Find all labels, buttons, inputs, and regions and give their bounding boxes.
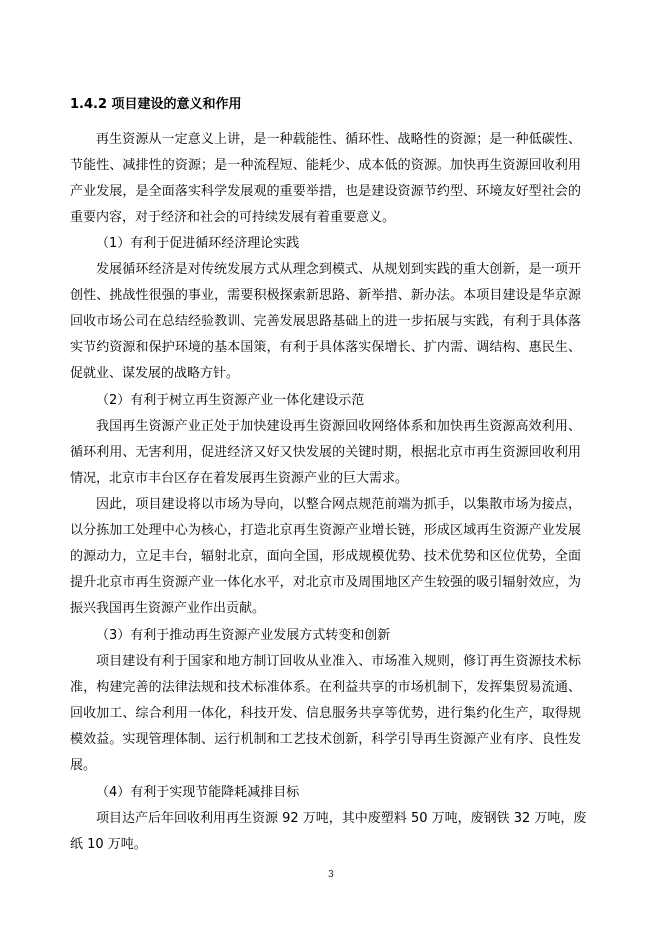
paragraph-line: 再生资源从一定意义上讲，是一种载能性、循环性、战略性的资源；是一种低碳性、 [96,132,581,147]
paragraph-line: 以分拣加工处理中心为核心，打造北京再生资源产业增长链，形成区域再生资源产业发展 [70,523,581,538]
paragraph-line: 纸 10 万吨。 [70,837,147,852]
paragraph-line: 产业发展，是全面落实科学发展观的重要举措，也是建设资源节约型、环境友好型社会的 [70,184,581,199]
paragraph-line: 准，构建完善的法律法规和技术标准体系。在利益共享的市场机制下，发挥集贸易流通、 [70,680,581,695]
paragraph-5 [70,649,581,779]
paragraph-line: 展。 [70,758,97,773]
paragraph-4 [70,492,581,622]
paragraph-line: 振兴我国再生资源产业作出贡献。 [70,601,266,616]
paragraph-line: 创性、挑战性很强的事业，需要积极探索新思路、新举措、新办法。本项目建设是华京源 [70,288,581,303]
paragraph-2 [70,257,581,387]
paragraph-3 [70,414,581,492]
paragraph-line: 因此，项目建设将以市场为导向，以整合网点规范前端为抓手，以集散市场为接点， [96,497,581,512]
subheading-1: （1）有利于促进循环经济理论实践 [96,236,300,251]
section-heading: 1.4.2 项目建设的意义和作用 [70,97,242,112]
paragraph-line: 情况，北京市丰台区存在着发展再生资源产业的巨大需求。 [70,471,409,486]
paragraph-line: 的源动力，立足丰台，辐射北京，面向全国，形成规模优势、技术优势和区位优势，全面 [70,549,581,564]
paragraph-line: 回收市场公司在总结经验教训、完善发展思路基础上的进一步拓展与实践，有利于具体落 [70,314,581,329]
page-number: 3 [328,870,334,880]
paragraph-line: 循环利用、无害利用，促进经济又好又快发展的关键时期，根据北京市再生资源回收利用 [70,445,581,460]
paragraph-line: 节能性、减排性的资源；是一种流程短、能耗少、成本低的资源。加快再生资源回收利用 [70,158,581,173]
paragraph-line: 项目达产后年回收利用再生资源 92 万吨，其中废塑料 50 万吨，废钢铁 32 万吨，废 [96,811,587,826]
paragraph-line: 促就业、谋发展的战略方针。 [70,366,240,381]
paragraph-line: 模效益。实现管理体制、运行机制和工艺技术创新，科学引导再生资源产业有序、良性发 [70,732,581,747]
paragraph-line: 回收加工、综合利用一体化，科技开发、信息服务共享等优势，进行集约化生产，取得规 [70,706,581,721]
paragraph-line: 我国再生资源产业正处于加快建设再生资源回收网络体系和加快再生资源高效利用、 [96,419,581,434]
paragraph-6 [70,806,587,858]
subheading-3: （3）有利于推动再生资源产业发展方式转变和创新 [96,628,391,643]
paragraph-1 [70,127,581,231]
paragraph-line: 项目建设有利于国家和地方制订回收从业准入、市场准入规则，修订再生资源技术标 [96,654,581,669]
paragraph-line: 提升北京市再生资源产业一体化水平，对北京市及周围地区产生较强的吸引辐射效应，为 [70,575,581,590]
paragraph-line: 发展循环经济是对传统发展方式从理念到模式、从规划到实践的重大创新，是一项开 [96,262,581,277]
paragraph-line: 重要内容，对于经济和社会的可持续发展有着重要意义。 [70,210,396,225]
subheading-2: （2）有利于树立再生资源产业一体化建设示范 [96,393,365,408]
subheading-4: （4）有利于实现节能降耗减排目标 [96,785,300,800]
paragraph-line: 实节约资源和保护环境的基本国策，有利于具体落实保增长、扩内需、调结构、惠民生、 [70,340,581,355]
